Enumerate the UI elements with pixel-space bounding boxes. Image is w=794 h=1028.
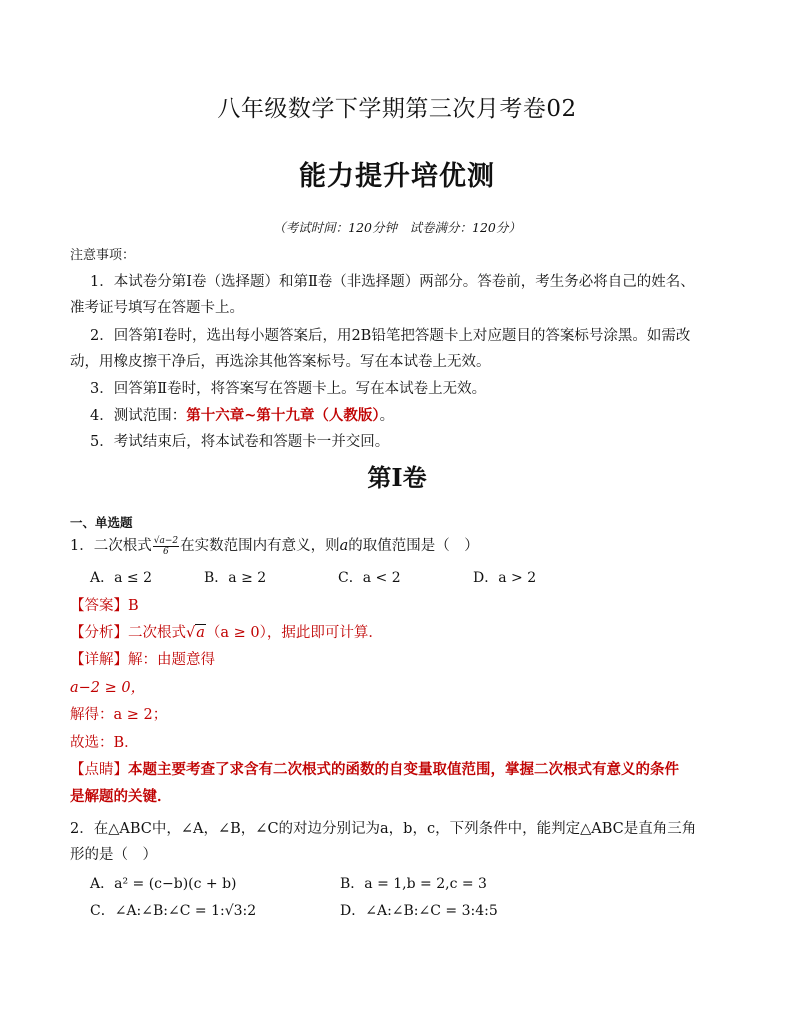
note-item-1-line-1: 1．本试卷分第Ⅰ卷（选择题）和第Ⅱ卷（非选择题）两部分。答卷前，考生务必将自己的姓名、 (90, 274, 695, 290)
q1-comment-line-2: 是解题的关键． (70, 788, 172, 805)
q1-suffix: 在实数范围内有意义，则 (180, 538, 340, 554)
q1-fraction (153, 536, 179, 557)
note-item-2-line-1: 2．回答第Ⅰ卷时，选出每小题答案后，用2B铅笔把答题卡上对应题目的答案标号涂黑。如需改 (90, 328, 691, 344)
exam-title: 八年级数学下学期第三次月考卷02 (217, 96, 577, 122)
q2-option-c: C．∠A:∠B:∠C = 1:√3:2 (90, 903, 257, 919)
q1-prefix: 1．二次根式 (70, 538, 152, 554)
q1-answer (70, 594, 139, 615)
sqrt-symbol: √ (186, 625, 196, 641)
q1-suffix2: 的取值范围是（ ） (348, 538, 479, 554)
q1-frac-num: √a−2 (153, 535, 179, 546)
q1-step-2: 解得：a ≥ 2； (70, 707, 168, 723)
q2-option-d: D．∠A:∠B:∠C = 3:4:5 (340, 903, 498, 919)
q1-stem (70, 534, 479, 557)
comment-line-1: 本题主要考查了求含有二次根式的函数的自变量取值范围，掌握二次根式有意义的条件 (128, 761, 679, 778)
q2-stem-line-1: 2．在△ABC中，∠A，∠B，∠C的对边分别记为a，b，c，下列条件中，能判定△ABC是直角三角 (70, 821, 697, 837)
analysis-post: （a ≥ 0），据此即可计算． (205, 625, 383, 641)
analysis-tag: 【分析】 (70, 625, 128, 641)
q1-comment (70, 758, 679, 779)
q2-stem-line-2: 形的是（ ） (70, 847, 157, 863)
note-item-5: 5．考试结束后，将本试卷和答题卡一并交回。 (90, 434, 390, 450)
analysis-pre: 二次根式 (128, 625, 186, 641)
q2-option-b: B．a = 1,b = 2,c = 3 (340, 876, 487, 892)
note-item-2-line-2: 动，用橡皮擦干净后，再选涂其他答案标号。写在本试卷上无效。 (70, 354, 491, 370)
comment-tag: 【点睛】 (70, 762, 128, 778)
q1-option-b: B．a ≥ 2 (204, 570, 267, 586)
analysis-sqrt: a (196, 625, 205, 641)
q1-step-1: a−2 ≥ 0， (70, 680, 146, 696)
q1-analysis (70, 621, 383, 642)
exam-subtitle: 能力提升培优测 (299, 161, 495, 192)
answer-value: B (128, 598, 139, 614)
q1-detail (70, 648, 215, 669)
q1-option-d: D．a > 2 (473, 570, 537, 586)
detail-text: 解：由题意得 (128, 652, 215, 668)
section-title: 第Ⅰ卷 (367, 463, 427, 492)
q1-step-3: 故选：B． (70, 735, 139, 751)
q1-option-c: C．a < 2 (338, 570, 401, 586)
note-item-3: 3．回答第Ⅱ卷时，将答案写在答题卡上。写在本试卷上无效。 (90, 381, 487, 397)
exam-info: （考试时间：120分钟 试卷满分：120分） (273, 220, 521, 235)
q2-option-a: A．a² = (c−b)(c + b) (90, 876, 237, 892)
note-item-4-suffix: 。 (379, 408, 395, 424)
q1-var: a (339, 538, 349, 554)
test-range: 第十六章~第十九章（人教版） (186, 407, 380, 424)
answer-tag: 【答案】 (70, 598, 128, 614)
note-item-4 (90, 404, 394, 425)
q1-option-a: A．a ≤ 2 (90, 570, 152, 586)
note-item-1-line-2: 准考证号填写在答题卡上。 (70, 300, 244, 316)
q1-frac-den: 6 (163, 546, 169, 557)
detail-tag: 【详解】 (70, 652, 128, 668)
notes-heading: 注意事项： (70, 248, 136, 263)
note-item-4-prefix: 4．测试范围： (90, 408, 187, 424)
part-label: 一、单选题 (70, 515, 133, 530)
